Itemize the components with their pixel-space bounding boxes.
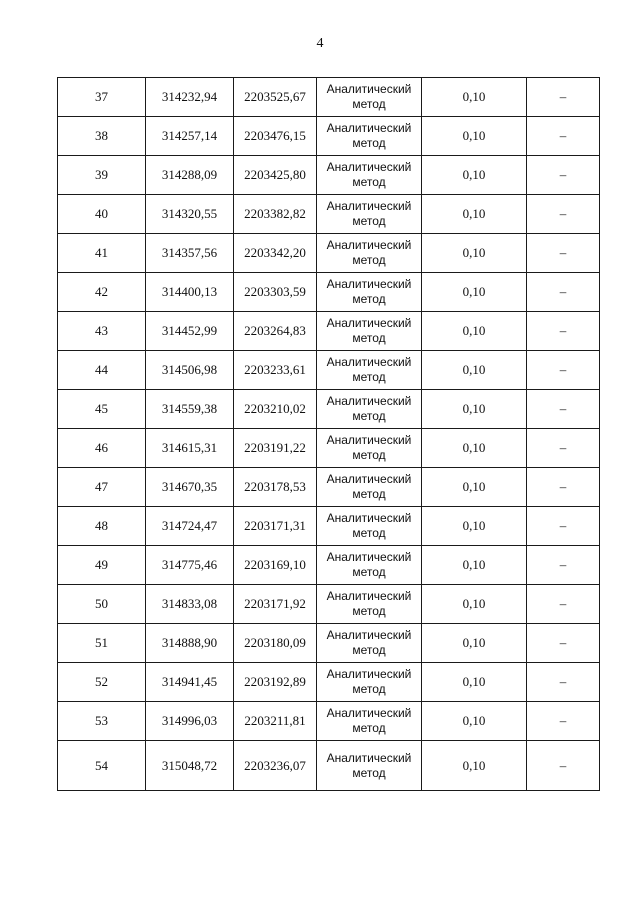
point-number-cell: 54 — [58, 741, 146, 791]
note-cell: – — [527, 273, 600, 312]
table-row — [58, 156, 600, 195]
method-cell — [317, 663, 422, 702]
note-cell: – — [527, 156, 600, 195]
method-line2: метод — [352, 370, 386, 384]
method-cell — [317, 468, 422, 507]
method-cell — [317, 156, 422, 195]
method-cell — [317, 351, 422, 390]
method-cell — [317, 741, 422, 791]
x-coordinate-cell: 314452,99 — [146, 312, 234, 351]
point-number-cell: 53 — [58, 702, 146, 741]
accuracy-cell: 0,10 — [422, 117, 527, 156]
note-cell: – — [527, 702, 600, 741]
method-cell — [317, 429, 422, 468]
point-number-cell: 50 — [58, 585, 146, 624]
y-coordinate-cell: 2203264,83 — [234, 312, 317, 351]
accuracy-cell: 0,10 — [422, 546, 527, 585]
method-line2: метод — [352, 604, 386, 618]
method-line2: метод — [352, 214, 386, 228]
y-coordinate-cell: 2203210,02 — [234, 390, 317, 429]
method-line2: метод — [352, 97, 386, 111]
y-coordinate-cell: 2203525,67 — [234, 78, 317, 117]
method-line1: Аналитический — [326, 160, 412, 174]
note-cell: – — [527, 195, 600, 234]
method-line1: Аналитический — [326, 433, 412, 447]
point-number-cell: 45 — [58, 390, 146, 429]
accuracy-cell: 0,10 — [422, 78, 527, 117]
method-line1: Аналитический — [326, 316, 412, 330]
y-coordinate-cell: 2203178,53 — [234, 468, 317, 507]
x-coordinate-cell: 314833,08 — [146, 585, 234, 624]
table-row — [58, 234, 600, 273]
x-coordinate-cell: 314232,94 — [146, 78, 234, 117]
x-coordinate-cell: 314400,13 — [146, 273, 234, 312]
method-line2: метод — [352, 721, 386, 735]
method-line1: Аналитический — [326, 472, 412, 486]
table-row — [58, 624, 600, 663]
y-coordinate-cell: 2203211,81 — [234, 702, 317, 741]
method-line1: Аналитический — [326, 277, 412, 291]
x-coordinate-cell: 314257,14 — [146, 117, 234, 156]
note-cell: – — [527, 546, 600, 585]
table-row — [58, 546, 600, 585]
y-coordinate-cell: 2203425,80 — [234, 156, 317, 195]
method-line2: метод — [352, 643, 386, 657]
method-line1: Аналитический — [326, 628, 412, 642]
method-line1: Аналитический — [326, 706, 412, 720]
method-line2: метод — [352, 253, 386, 267]
accuracy-cell: 0,10 — [422, 624, 527, 663]
note-cell: – — [527, 429, 600, 468]
accuracy-cell: 0,10 — [422, 234, 527, 273]
note-cell: – — [527, 663, 600, 702]
method-line1: Аналитический — [326, 199, 412, 213]
method-cell — [317, 78, 422, 117]
accuracy-cell: 0,10 — [422, 273, 527, 312]
accuracy-cell: 0,10 — [422, 312, 527, 351]
x-coordinate-cell: 314357,56 — [146, 234, 234, 273]
method-line1: Аналитический — [326, 238, 412, 252]
x-coordinate-cell: 314888,90 — [146, 624, 234, 663]
accuracy-cell: 0,10 — [422, 429, 527, 468]
table-row — [58, 702, 600, 741]
coordinates-table-body — [58, 78, 600, 791]
y-coordinate-cell: 2203476,15 — [234, 117, 317, 156]
x-coordinate-cell: 314320,55 — [146, 195, 234, 234]
x-coordinate-cell: 314288,09 — [146, 156, 234, 195]
accuracy-cell: 0,10 — [422, 468, 527, 507]
accuracy-cell: 0,10 — [422, 663, 527, 702]
method-line2: метод — [352, 526, 386, 540]
method-cell — [317, 234, 422, 273]
x-coordinate-cell: 315048,72 — [146, 741, 234, 791]
note-cell: – — [527, 624, 600, 663]
y-coordinate-cell: 2203192,89 — [234, 663, 317, 702]
x-coordinate-cell: 314670,35 — [146, 468, 234, 507]
table-row — [58, 273, 600, 312]
y-coordinate-cell: 2203382,82 — [234, 195, 317, 234]
table-row — [58, 117, 600, 156]
method-cell — [317, 624, 422, 663]
point-number-cell: 46 — [58, 429, 146, 468]
accuracy-cell: 0,10 — [422, 390, 527, 429]
method-cell — [317, 117, 422, 156]
x-coordinate-cell: 314941,45 — [146, 663, 234, 702]
method-line1: Аналитический — [326, 82, 412, 96]
table-row — [58, 468, 600, 507]
point-number-cell: 49 — [58, 546, 146, 585]
table-row — [58, 585, 600, 624]
point-number-cell: 48 — [58, 507, 146, 546]
note-cell: – — [527, 351, 600, 390]
method-line1: Аналитический — [326, 750, 412, 765]
method-line1: Аналитический — [326, 589, 412, 603]
point-number-cell: 40 — [58, 195, 146, 234]
y-coordinate-cell: 2203233,61 — [234, 351, 317, 390]
y-coordinate-cell: 2203303,59 — [234, 273, 317, 312]
method-line1: Аналитический — [326, 550, 412, 564]
note-cell: – — [527, 78, 600, 117]
method-line1: Аналитический — [326, 355, 412, 369]
point-number-cell: 37 — [58, 78, 146, 117]
method-line2: метод — [352, 175, 386, 189]
accuracy-cell: 0,10 — [422, 702, 527, 741]
accuracy-cell: 0,10 — [422, 195, 527, 234]
table-row — [58, 663, 600, 702]
method-cell — [317, 507, 422, 546]
method-cell — [317, 312, 422, 351]
method-line1: Аналитический — [326, 667, 412, 681]
method-cell — [317, 546, 422, 585]
point-number-cell: 44 — [58, 351, 146, 390]
method-line2: метод — [352, 136, 386, 150]
note-cell: – — [527, 507, 600, 546]
table-row — [58, 507, 600, 546]
method-line2: метод — [352, 448, 386, 462]
x-coordinate-cell: 314724,47 — [146, 507, 234, 546]
note-cell: – — [527, 234, 600, 273]
y-coordinate-cell: 2203342,20 — [234, 234, 317, 273]
table-row — [58, 390, 600, 429]
table-row — [58, 741, 600, 791]
table-row — [58, 429, 600, 468]
y-coordinate-cell: 2203236,07 — [234, 741, 317, 791]
coordinates-table — [57, 77, 600, 791]
y-coordinate-cell: 2203169,10 — [234, 546, 317, 585]
method-line1: Аналитический — [326, 121, 412, 135]
method-line2: метод — [352, 682, 386, 696]
point-number-cell: 52 — [58, 663, 146, 702]
method-line1: Аналитический — [326, 511, 412, 525]
note-cell: – — [527, 117, 600, 156]
note-cell: – — [527, 468, 600, 507]
note-cell: – — [527, 312, 600, 351]
accuracy-cell: 0,10 — [422, 585, 527, 624]
y-coordinate-cell: 2203180,09 — [234, 624, 317, 663]
point-number-cell: 51 — [58, 624, 146, 663]
method-line2: метод — [352, 765, 386, 780]
x-coordinate-cell: 314775,46 — [146, 546, 234, 585]
x-coordinate-cell: 314506,98 — [146, 351, 234, 390]
method-cell — [317, 195, 422, 234]
x-coordinate-cell: 314615,31 — [146, 429, 234, 468]
accuracy-cell: 0,10 — [422, 351, 527, 390]
x-coordinate-cell: 314559,38 — [146, 390, 234, 429]
y-coordinate-cell: 2203191,22 — [234, 429, 317, 468]
table-row — [58, 351, 600, 390]
method-line2: метод — [352, 487, 386, 501]
method-cell — [317, 585, 422, 624]
note-cell: – — [527, 585, 600, 624]
table-row — [58, 78, 600, 117]
accuracy-cell: 0,10 — [422, 507, 527, 546]
y-coordinate-cell: 2203171,92 — [234, 585, 317, 624]
method-line2: метод — [352, 565, 386, 579]
page-number: 4 — [316, 36, 324, 51]
method-cell — [317, 390, 422, 429]
point-number-cell: 42 — [58, 273, 146, 312]
table-row — [58, 195, 600, 234]
method-cell — [317, 702, 422, 741]
method-cell — [317, 273, 422, 312]
point-number-cell: 39 — [58, 156, 146, 195]
accuracy-cell: 0,10 — [422, 156, 527, 195]
method-line1: Аналитический — [326, 394, 412, 408]
point-number-cell: 47 — [58, 468, 146, 507]
point-number-cell: 41 — [58, 234, 146, 273]
point-number-cell: 43 — [58, 312, 146, 351]
x-coordinate-cell: 314996,03 — [146, 702, 234, 741]
accuracy-cell: 0,10 — [422, 741, 527, 791]
note-cell: – — [527, 741, 600, 791]
method-line2: метод — [352, 292, 386, 306]
point-number-cell: 38 — [58, 117, 146, 156]
method-line2: метод — [352, 331, 386, 345]
table-row — [58, 312, 600, 351]
note-cell: – — [527, 390, 600, 429]
method-line2: метод — [352, 409, 386, 423]
y-coordinate-cell: 2203171,31 — [234, 507, 317, 546]
